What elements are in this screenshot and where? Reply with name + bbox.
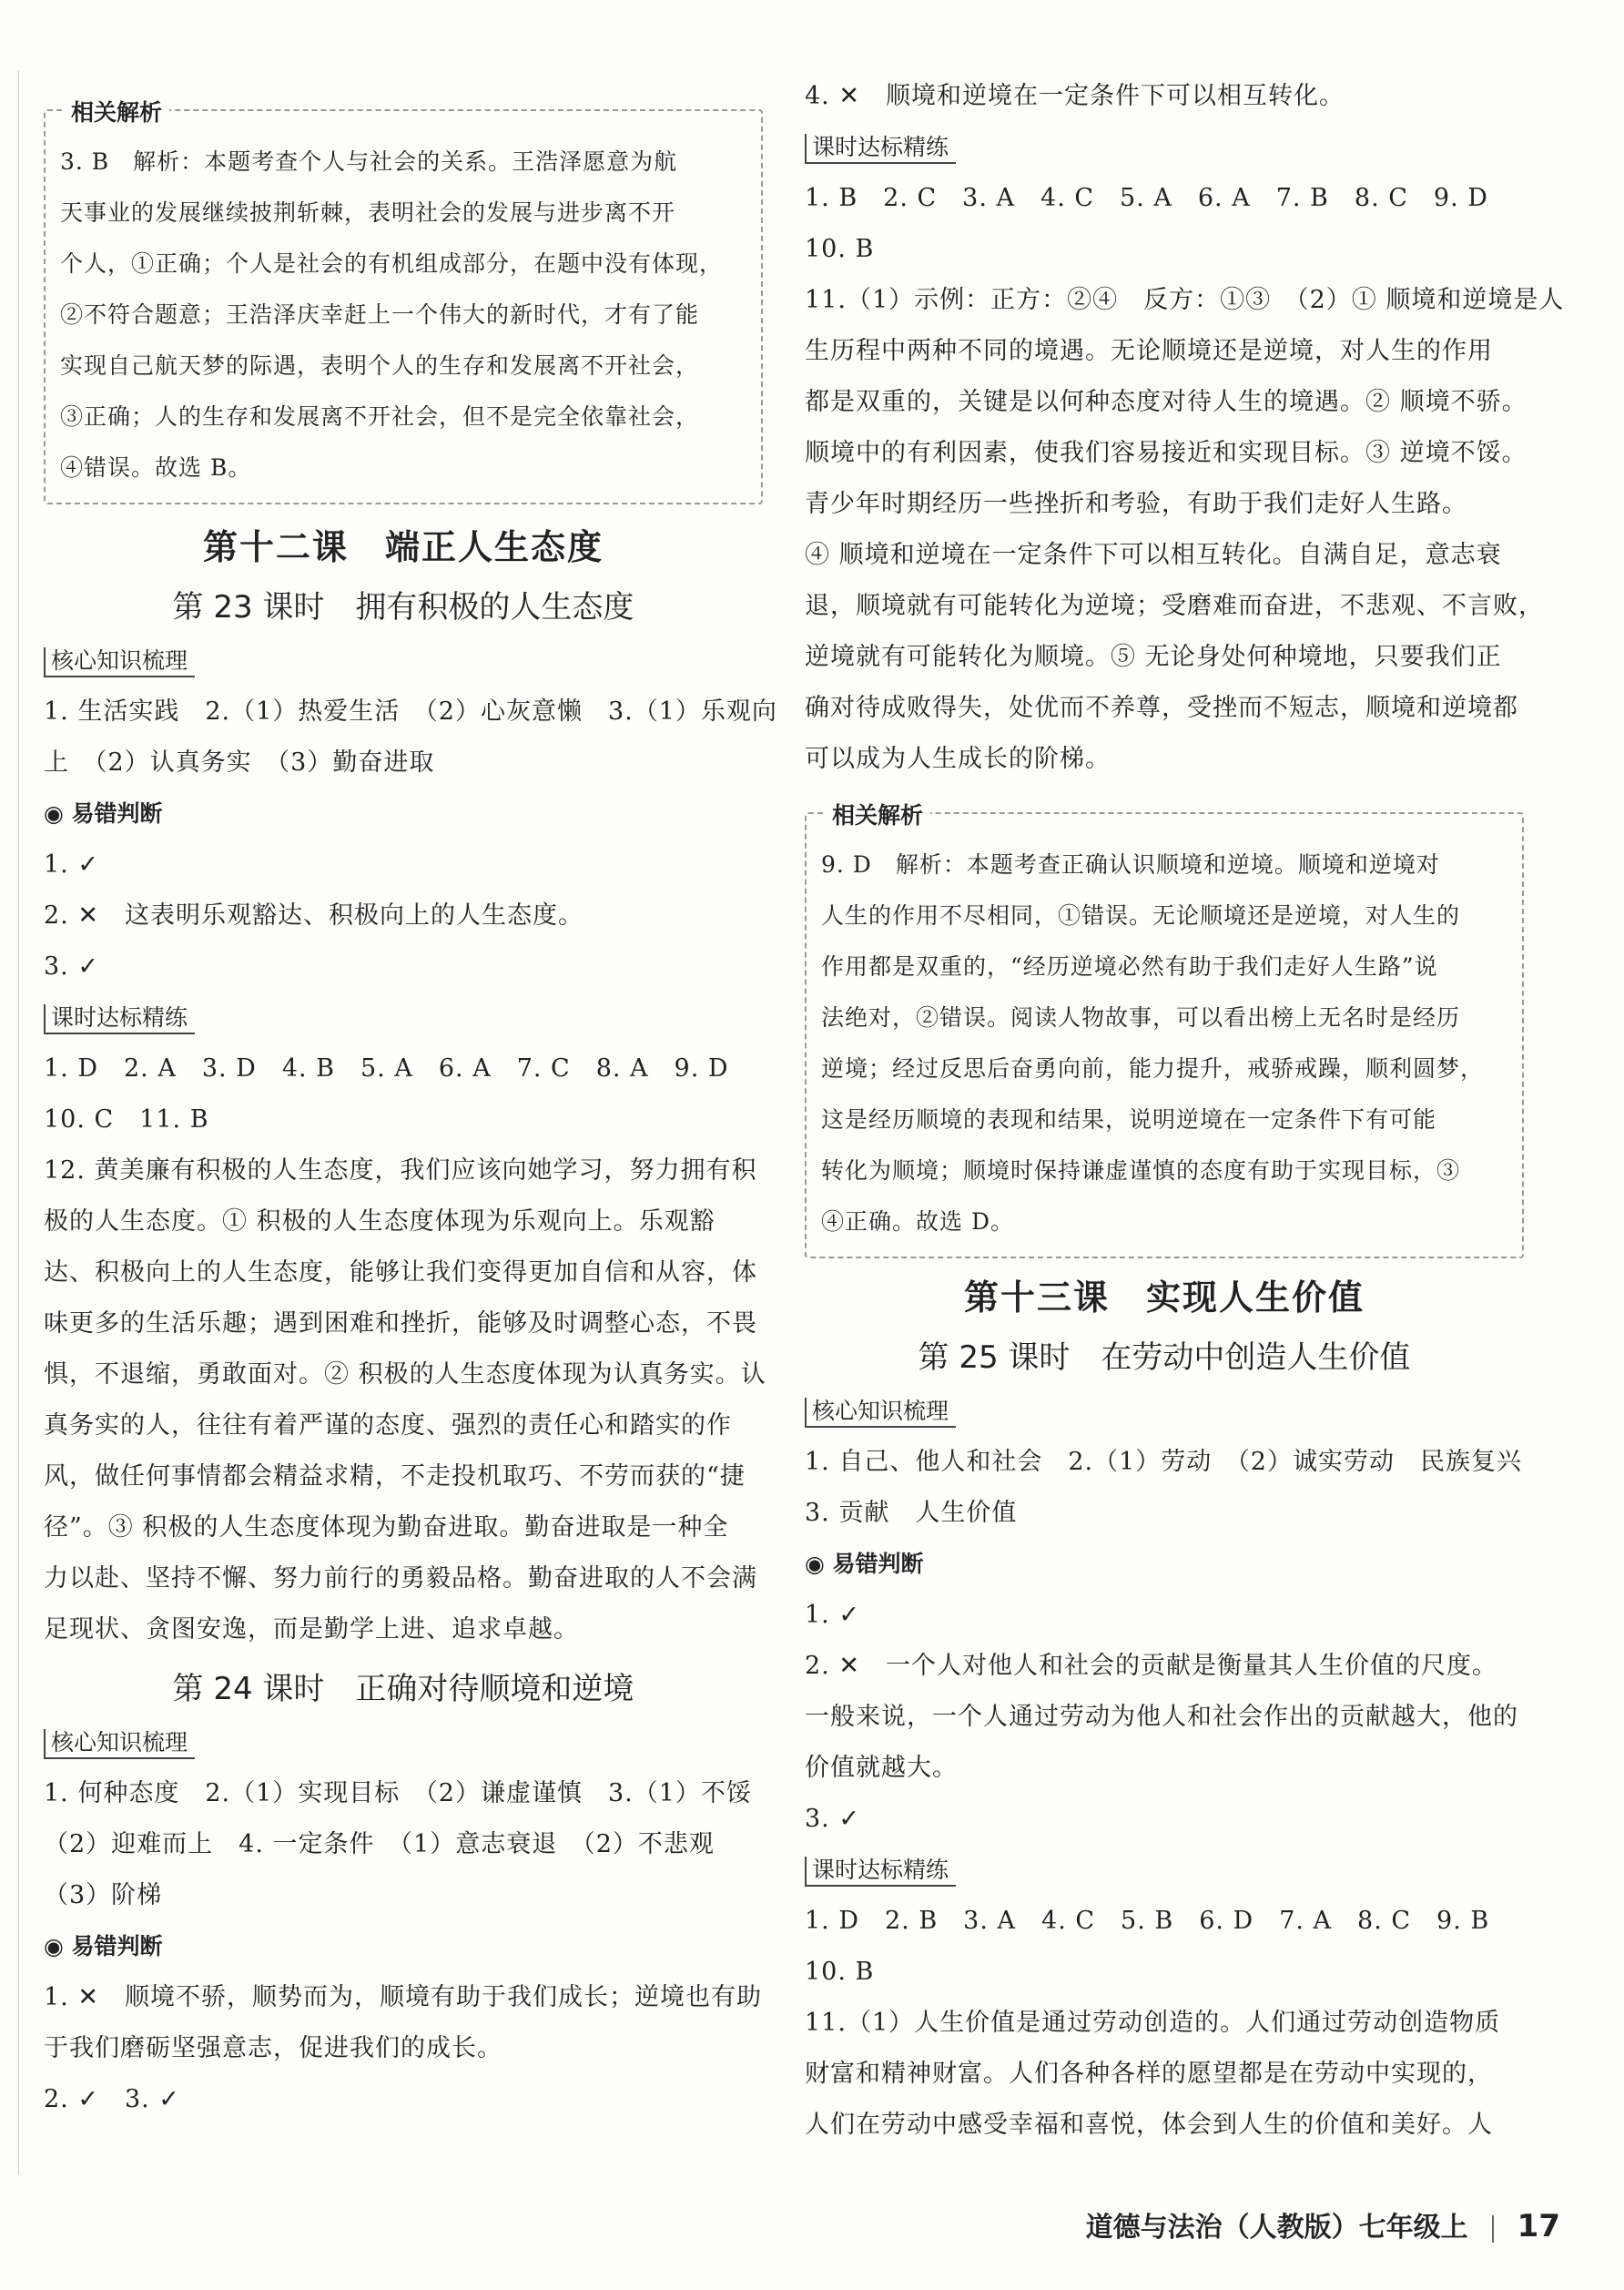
error-judge-label: ◉ 易错判断 — [44, 1933, 163, 1959]
text-line: 顺境中的有利因素，使我们容易接近和实现目标。③ 逆境不馁。 — [805, 439, 1528, 467]
text-line: 退，顺境就有可能转化为逆境；受磨难而奋进，不悲观、不言败， — [805, 592, 1544, 620]
analysis-line: 9. D 解析：本题考查正确认识顺境和逆境。顺境和逆境对 — [821, 851, 1440, 878]
text-line: 1. D 2. B 3. A 4. C 5. B 6. D 7. A 8. C 9. B — [805, 1907, 1490, 1935]
text-line: 2. ✕ 这表明乐观豁达、积极向上的人生态度。 — [44, 901, 584, 930]
analysis-line: 转化为顺境；顺境时保持谦虚谨慎的态度有助于实现目标，③ — [821, 1157, 1461, 1184]
right-column — [805, 71, 1565, 2151]
page-footer — [1086, 2204, 1560, 2244]
text-line: 逆境就有可能转化为顺境。⑤ 无论身处何种境地，只要我们正 — [805, 643, 1502, 671]
text-line: 财富和精神财富。人们各种各样的愿望都是在劳动中实现的， — [805, 2060, 1493, 2088]
text-line: 10. B — [805, 235, 875, 263]
text-line: 极的人生态度。① 积极的人生态度体现为乐观向上。乐观豁 — [44, 1207, 716, 1236]
analysis-line: 法绝对，②错误。阅读人物故事，可以看出榜上无名时是经历 — [821, 1004, 1461, 1031]
text-line: 达、积极向上的人生态度，能够让我们变得更加自信和从容，体 — [44, 1258, 757, 1287]
text-line: 足现状、贪图安逸，而是勤学上进、追求卓越。 — [44, 1615, 579, 1644]
text-line: 1. B 2. C 3. A 4. C 5. A 6. A 7. B 8. C 9. D — [805, 184, 1488, 212]
left-column — [44, 71, 777, 2125]
analysis-line: 逆境；经过反思后奋勇向前，能力提升，戒骄戒躁，顺利圆梦， — [821, 1055, 1485, 1082]
text-line: 确对待成败得失，处优而不养尊，受挫而不短志，顺境和逆境都 — [805, 694, 1518, 722]
period-23-title: 第 23 课时 拥有积极的人生态度 — [172, 589, 634, 626]
text-line: 人们在劳动中感受幸福和喜悦，体会到人生的价值和美好。人 — [805, 2111, 1493, 2139]
analysis-line: 这是经历顺境的表现和结果，说明逆境在一定条件下有可能 — [821, 1106, 1437, 1133]
error-judge-label: ◉ 易错判断 — [44, 800, 163, 827]
text-line: 青少年时期经历一些挫折和考验，有助于我们走好人生路。 — [805, 490, 1467, 518]
text-line: 4. ✕ 顺境和逆境在一定条件下可以相互转化。 — [805, 82, 1345, 110]
text-line: 1. ✓ — [44, 850, 99, 879]
text-line: 1. 自己、他人和社会 2.（1）劳动 （2）诚实劳动 民族复兴 — [805, 1448, 1522, 1476]
text-line: 3. ✓ — [805, 1805, 860, 1833]
text-line: 力以赴、坚持不懈、努力前行的勇毅品格。勤奋进取的人不会满 — [44, 1564, 757, 1593]
text-line: 1. ✓ — [805, 1601, 860, 1629]
lesson-13-title: 第十三课 实现人生价值 — [963, 1277, 1365, 1318]
text-line: 上 （2）认真务实 （3）勤奋进取 — [44, 748, 435, 777]
analysis-line: ④正确。故选 D。 — [821, 1208, 1014, 1235]
page-number: 17 — [1517, 2208, 1560, 2244]
text-line: 1. 何种态度 2.（1）实现目标 （2）谦虚谨慎 3.（1）不馁 — [44, 1779, 752, 1807]
text-line: 12. 黄美廉有积极的人生态度，我们应该向她学习，努力拥有积 — [44, 1156, 757, 1185]
analysis-title: 相关解析 — [825, 798, 930, 830]
text-line: 径”。③ 积极的人生态度体现为勤奋进取。勤奋进取是一种全 — [44, 1513, 729, 1542]
text-line: 1. 生活实践 2.（1）热爱生活 （2）心灰意懒 3.（1）乐观向 — [44, 697, 777, 726]
text-line: 3. 贡献 人生价值 — [805, 1499, 1018, 1527]
text-line: 10. B — [805, 1958, 875, 1986]
analysis-line: ③正确；人的生存和发展离不开社会，但不是完全依靠社会， — [60, 403, 700, 430]
text-line: （3）阶梯 — [44, 1881, 163, 1909]
analysis-line: 天事业的发展继续披荆斩棘，表明社会的发展与进步离不开 — [60, 199, 676, 226]
practice-label: 课时达标精练 — [805, 122, 1524, 173]
analysis-line: 个人，①正确；个人是社会的有机组成部分，在题中没有体现， — [60, 250, 724, 277]
book-title: 道德与法治（人教版）七年级上 — [1085, 2212, 1468, 2244]
analysis-box-2 — [805, 802, 1524, 1258]
core-knowledge-label: 核心知识梳理 — [805, 1386, 1524, 1437]
text-line: 真务实的人，往往有着严谨的态度、强烈的责任心和踏实的作 — [44, 1411, 732, 1440]
text-line: 惧，不退缩，勇敢面对。② 积极的人生态度体现为认真务实。认 — [44, 1360, 766, 1389]
period-25-title: 第 25 课时 在劳动中创造人生价值 — [918, 1339, 1411, 1376]
error-judge-label: ◉ 易错判断 — [805, 1551, 924, 1577]
text-line: 2. ✓ 3. ✓ — [44, 2085, 180, 2113]
analysis-line: 人生的作用不尽相同，①错误。无论顺境还是逆境，对人生的 — [821, 902, 1461, 929]
text-line: （2）迎难而上 4. 一定条件 （1）意志衰退 （2）不悲观 — [44, 1830, 715, 1858]
text-line: 1. D 2. A 3. D 4. B 5. A 6. A 7. C 8. A 9. D — [44, 1054, 729, 1083]
core-knowledge-label: 核心知识梳理 — [44, 1717, 763, 1768]
footer-divider — [1492, 2215, 1494, 2243]
text-line: 2. ✕ 一个人对他人和社会的贡献是衡量其人生价值的尺度。 — [805, 1652, 1497, 1680]
text-line: 于我们磨砺坚强意志，促进我们的成长。 — [44, 2034, 502, 2062]
analysis-line: 作用都是双重的，“经历逆境必然有助于我们走好人生路”说 — [821, 953, 1438, 980]
analysis-title: 相关解析 — [64, 95, 169, 127]
text-line: 10. C 11. B — [44, 1105, 209, 1134]
text-line: 1. ✕ 顺境不骄，顺势而为，顺境有助于我们成长；逆境也有助 — [44, 1983, 762, 2011]
text-line: 3. ✓ — [44, 952, 99, 981]
text-line: 风，做任何事情都会精益求精，不走投机取巧、不劳而获的“捷 — [44, 1462, 746, 1491]
text-line: 一般来说，一个人通过劳动为他人和社会作出的贡献越大，他的 — [805, 1703, 1518, 1731]
text-line: 味更多的生活乐趣；遇到困难和挫折，能够及时调整心态，不畏 — [44, 1309, 757, 1338]
text-line: 11.（1）人生价值是通过劳动创造的。人们通过劳动创造物质 — [805, 2009, 1501, 2037]
practice-label: 课时达标精练 — [805, 1845, 1524, 1896]
text-line: 11.（1）示例：正方：②④ 反方：①③ （2）① 顺境和逆境是人 — [805, 286, 1565, 314]
analysis-line: ④错误。故选 B。 — [60, 454, 252, 481]
text-line: 价值就越大。 — [805, 1754, 958, 1782]
left-margin-rule — [18, 71, 19, 2174]
analysis-line: 实现自己航天梦的际遇，表明个人的生存和发展离不开社会， — [60, 352, 700, 379]
text-line: ④ 顺境和逆境在一定条件下可以相互转化。自满自足，意志衰 — [805, 541, 1502, 569]
lesson-12-title: 第十二课 端正人生态度 — [202, 527, 604, 567]
text-line: 生历程中两种不同的境遇。无论顺境还是逆境，对人生的作用 — [805, 337, 1493, 365]
text-line: 可以成为人生成长的阶梯。 — [805, 745, 1111, 773]
analysis-box-1 — [44, 99, 763, 504]
analysis-line: 3. B 解析：本题考查个人与社会的关系。王浩泽愿意为航 — [60, 148, 678, 175]
text-line: 都是双重的，关键是以何种态度对待人生的境遇。② 顺境不骄。 — [805, 388, 1528, 416]
analysis-line: ②不符合题意；王浩泽庆幸赶上一个伟大的新时代，才有了能 — [60, 301, 700, 328]
practice-label: 课时达标精练 — [44, 992, 763, 1043]
period-24-title: 第 24 课时 正确对待顺境和逆境 — [172, 1671, 634, 1707]
core-knowledge-label: 核心知识梳理 — [44, 636, 763, 687]
